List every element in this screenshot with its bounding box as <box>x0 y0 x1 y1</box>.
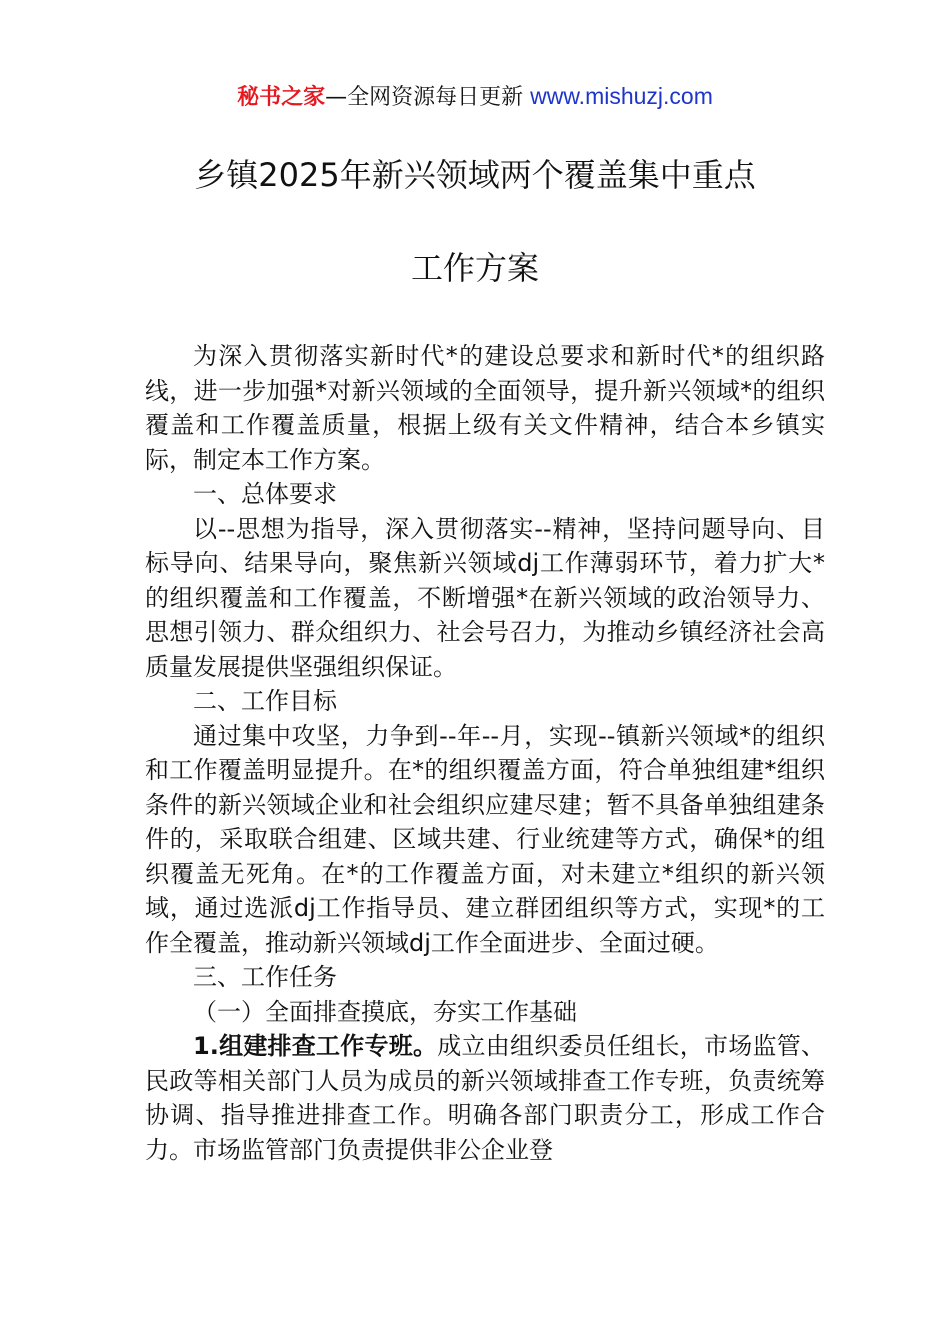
section-heading-1: 一、总体要求 <box>193 480 337 508</box>
document-title-line1: 乡镇2025年新兴领域两个覆盖集中重点 <box>194 156 756 194</box>
item-lead-1: 1.组建排查工作专班。 <box>193 1032 438 1060</box>
intro-paragraph: 为深入贯彻落实新时代*的建设总要求和新时代*的组织路线，进一步加强*对新兴领域的全面领导，提升新兴领域*的组织覆盖和工作覆盖质量，根据上级有关文件精神，结合本乡镇实际，制定本工作方案。 <box>145 342 825 474</box>
subsection-heading-1: （一）全面排查摸底，夯实工作基础 <box>193 997 577 1026</box>
section-heading-3: 三、工作任务 <box>193 963 337 991</box>
site-url[interactable]: www.mishuzj.com <box>530 83 713 109</box>
section-paragraph-2: 通过集中攻坚，力争到--年--月，实现--镇新兴领域*的组织和工作覆盖明显提升。在*的组织覆盖方面，符合单独组建*组织条件的新兴领域企业和社会组织应建尽建；暂不具备单独组建条件的，采取联合组建、区域共建、行业统建等方式，确保*的组织覆盖无死角。在*的工作覆盖方面，对未建立*组织的新兴领域，通过选派dj工作指导员、建立群团组织等方式，实现*的工作全覆盖，推动新兴领域dj工作全面进步、全面过硬。 <box>145 721 825 957</box>
section-paragraph-1: 以--思想为指导，深入贯彻落实--精神，坚持问题导向、目标导向、结果导向，聚焦新兴领域dj工作薄弱环节，着力扩大*的组织覆盖和工作覆盖，不断增强*在新兴领域的政治领导力、思想引领力、群众组织力、社会号召力，为推动乡镇经济社会高质量发展提供坚强组织保证。 <box>145 514 825 681</box>
document-title-line2: 工作方案 <box>410 249 539 287</box>
site-brand: 秘书之家 <box>237 85 326 110</box>
section-heading-2: 二、工作目标 <box>193 687 337 715</box>
item-text-1: 成立由组织委员任组长，市场监管、民政等相关部门人员为成员的新兴领域排查工作专班，负责统筹协调、指导推进排查工作。明确各部门职责分工，形成工作合力。市场监管部门负责提供非公企业登 <box>145 1032 825 1164</box>
item-paragraph-1 <box>145 1029 825 1167</box>
site-slogan: —全网资源每日更新 <box>325 85 531 110</box>
site-header <box>0 80 950 114</box>
document-body <box>145 339 825 1167</box>
